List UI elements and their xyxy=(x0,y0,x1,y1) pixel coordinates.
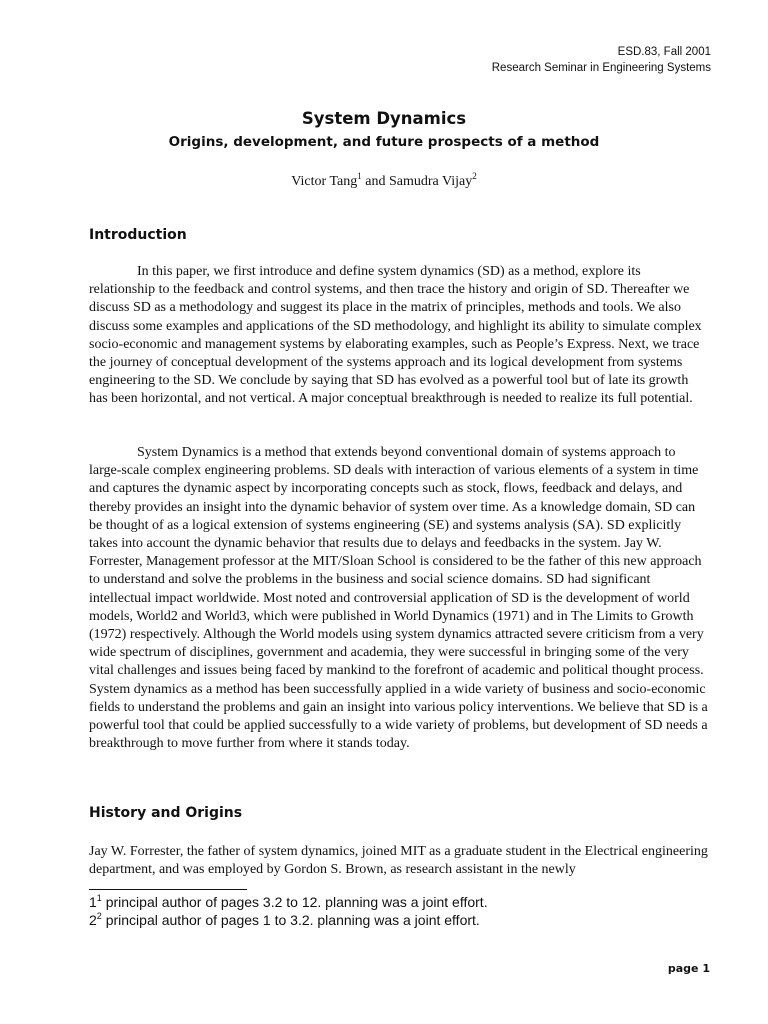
paper-subtitle: Origins, development, and future prospects of a method xyxy=(168,134,600,150)
body-paragraph: System Dynamics is a method that extends beyond conventional domain of systems approach to large-scale complex engineering problems. SD deals with interaction of various elements of a system in time and captures the dynamic aspect by incorporating concepts such as stock, flows, feedback and delays, and thereby provides an insight into the dynamic behavior of system over time. As a knowledge domain, SD can be thought of as a logical extension of systems engineering (SE) and systems analysis (SA). SD explicitly takes into account the dynamic behavior that results due to delays and feedbacks in the system. Jay W. Forrester, Management professor at the MIT/Sloan School is considered to be the father of this new approach to understand and solve the problems in the business and social science domains. SD had significant intellectual impact worldwide. Most noted and controversial application of SD is the development of world models, World2 and World3, which were published in World Dynamics (1971) and in The Limits to Growth (1972) respectively. Although the World models using system dynamics attracted severe criticism from a very wide spectrum of disciplines, government and academia, they were successful in bringing some of the very vital challenges and issues being faced by mankind to the forefront of academic and political thought process. System dynamics as a method has been successfully applied in a wide variety of business and socio-economic fields to understand the problems and gain an insight into various policy interventions. We believe that SD is a powerful tool that could be applied successfully to a wide variety of problems, but development of SD needs a breakthrough to move further from where it stands today. xyxy=(89,445,708,752)
page-number: page 1 xyxy=(667,962,710,975)
footnote-number: 1 xyxy=(89,894,97,910)
footnotes xyxy=(89,893,709,929)
running-header xyxy=(492,44,711,76)
section-heading-introduction: Introduction xyxy=(89,227,187,243)
footnote-marker: 2 xyxy=(472,171,477,181)
footnote-text: principal author of pages 3.2 to 12. planning was a joint effort. xyxy=(101,894,488,910)
footnote xyxy=(89,893,709,911)
footnote-divider xyxy=(89,889,247,890)
body-paragraph: In this paper, we first introduce and define system dynamics (SD) as a method, explore its relationship to the feedback and control systems, and then trace the history and origin of SD. Thereafter we discuss SD as a methodology and suggest its place in the matrix of principles, methods and tools. We also discuss some examples and applications of the SD methodology, and highlight its ability to simulate complex socio-economic and management systems by elaborating examples, such as People’s Express. Next, we trace the journey of conceptual development of the systems approach and its logical development from systems engineering to the SD. We conclude by saying that SD has evolved as a powerful tool but of late its growth has been horizontal, and not vertical. A major conceptual breakthrough is needed to realize its full potential. xyxy=(89,264,702,407)
footnote-marker: 1 xyxy=(96,893,102,903)
footnote-marker: 2 xyxy=(96,911,102,921)
course-label: ESD.83, Fall 2001 xyxy=(617,46,711,58)
author-connector: and xyxy=(361,174,389,189)
footnote-marker: 1 xyxy=(357,171,362,181)
body-paragraph: Jay W. Forrester, the father of system dynamics, joined MIT as a graduate student in the Electrical engineering department, and was employed by Gordon S. Brown, as research assistant in the newly xyxy=(89,844,708,878)
section-heading-history: History and Origins xyxy=(89,805,243,821)
title-block xyxy=(0,108,768,191)
author-name: Samudra Vijay xyxy=(388,174,473,189)
footnote-number: 2 xyxy=(89,912,97,928)
seminar-label: Research Seminar in Engineering Systems xyxy=(491,62,711,74)
author-line xyxy=(0,173,768,191)
footnote xyxy=(89,911,709,929)
footnote-text: principal author of pages 1 to 3.2. planning was a joint effort. xyxy=(101,912,480,928)
author-name: Victor Tang xyxy=(291,174,358,189)
paper-title: System Dynamics xyxy=(301,109,467,128)
